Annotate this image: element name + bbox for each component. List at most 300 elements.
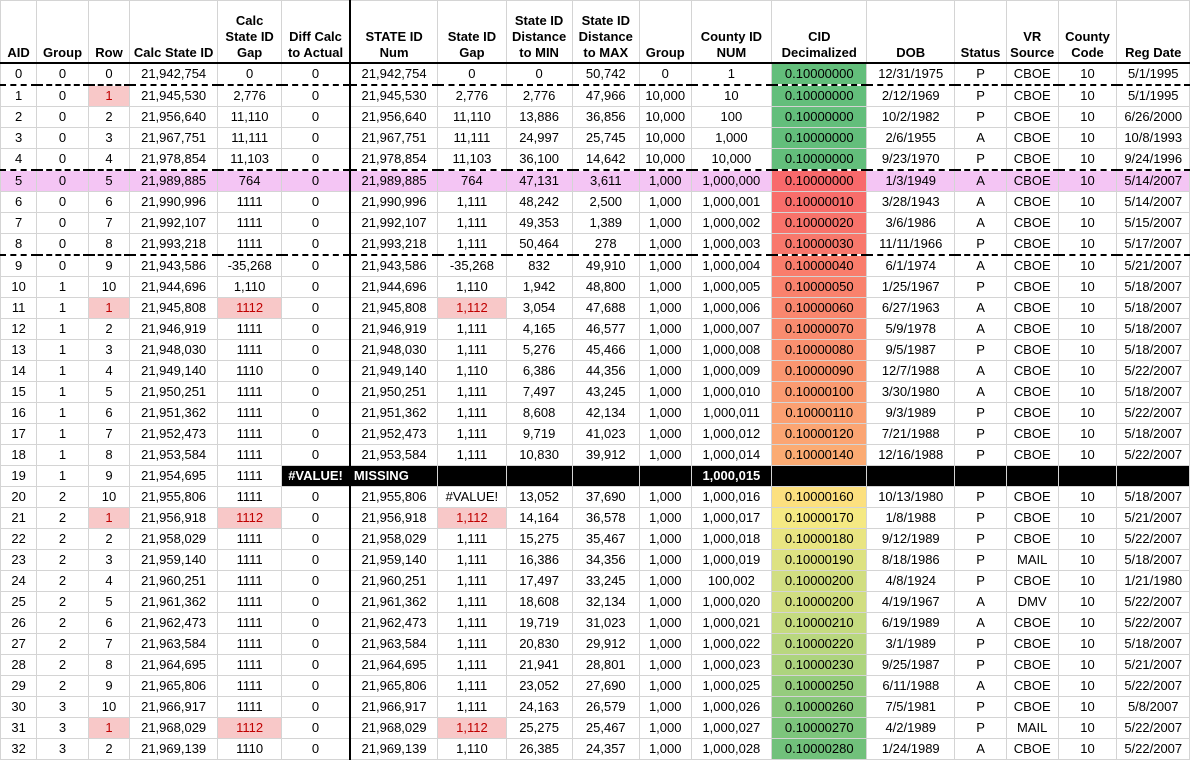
cell-calc-state-id-gap[interactable]: 1111 — [218, 592, 282, 613]
cell-county-code[interactable]: 10 — [1058, 85, 1117, 107]
cell-state-id-gap[interactable]: 1,112 — [438, 718, 506, 739]
cell-state-id-distance-to-min[interactable]: 21,941 — [506, 655, 572, 676]
cell-county-code[interactable]: 10 — [1058, 550, 1117, 571]
cell-state-id-num[interactable]: 21,955,806 — [350, 487, 438, 508]
cell-group2[interactable]: 1,000 — [639, 403, 691, 424]
cell-group[interactable]: 1 — [37, 361, 89, 382]
cell-group[interactable]: 0 — [37, 128, 89, 149]
cell-calc-state-id-gap[interactable]: 0 — [218, 63, 282, 85]
cell-calc-state-id[interactable]: 21,943,586 — [130, 255, 218, 277]
cell-county-code[interactable]: 10 — [1058, 634, 1117, 655]
cell-calc-state-id[interactable]: 21,953,584 — [130, 445, 218, 466]
cell-reg-date[interactable]: 5/15/2007 — [1117, 213, 1190, 234]
cell-aid[interactable]: 30 — [1, 697, 37, 718]
cell-aid[interactable]: 28 — [1, 655, 37, 676]
cell-reg-date[interactable]: 5/18/2007 — [1117, 277, 1190, 298]
cell-status[interactable] — [955, 466, 1007, 487]
cell-cid-decimalized[interactable]: 0.10000270 — [772, 718, 867, 739]
cell-diff-calc-to-actual[interactable]: 0 — [282, 697, 350, 718]
cell-calc-state-id[interactable]: 21,949,140 — [130, 361, 218, 382]
cell-group[interactable]: 0 — [37, 85, 89, 107]
cell-aid[interactable]: 26 — [1, 613, 37, 634]
cell-state-id-distance-to-max[interactable]: 49,910 — [572, 255, 639, 277]
cell-dob[interactable]: 6/1/1974 — [867, 255, 955, 277]
cell-state-id-num[interactable]: 21,946,919 — [350, 319, 438, 340]
cell-group2[interactable]: 1,000 — [639, 319, 691, 340]
cell-county-id-num[interactable]: 1,000,014 — [691, 445, 772, 466]
cell-cid-decimalized[interactable]: 0.10000230 — [772, 655, 867, 676]
cell-aid[interactable]: 9 — [1, 255, 37, 277]
cell-state-id-distance-to-max[interactable]: 46,577 — [572, 319, 639, 340]
cell-status[interactable]: P — [955, 107, 1007, 128]
cell-row[interactable]: 5 — [88, 170, 129, 192]
cell-vr-source[interactable]: CBOE — [1006, 508, 1058, 529]
cell-state-id-gap[interactable]: 1,110 — [438, 361, 506, 382]
cell-county-code[interactable]: 10 — [1058, 107, 1117, 128]
cell-group2[interactable]: 1,000 — [639, 718, 691, 739]
cell-row[interactable]: 3 — [88, 128, 129, 149]
cell-county-id-num[interactable]: 1,000,000 — [691, 170, 772, 192]
cell-vr-source[interactable]: CBOE — [1006, 107, 1058, 128]
cell-calc-state-id-gap[interactable]: 1111 — [218, 697, 282, 718]
cell-state-id-distance-to-max[interactable]: 32,134 — [572, 592, 639, 613]
cell-calc-state-id-gap[interactable]: 1111 — [218, 529, 282, 550]
cell-reg-date[interactable]: 5/18/2007 — [1117, 634, 1190, 655]
cell-state-id-num[interactable]: 21,959,140 — [350, 550, 438, 571]
cell-state-id-gap[interactable]: 1,111 — [438, 192, 506, 213]
cell-status[interactable]: A — [955, 592, 1007, 613]
cell-dob[interactable]: 6/19/1989 — [867, 613, 955, 634]
cell-group2[interactable]: 10,000 — [639, 128, 691, 149]
cell-state-id-gap[interactable]: 1,112 — [438, 508, 506, 529]
cell-aid[interactable]: 20 — [1, 487, 37, 508]
cell-aid[interactable]: 0 — [1, 63, 37, 85]
cell-reg-date[interactable]: 5/17/2007 — [1117, 234, 1190, 256]
cell-row[interactable]: 3 — [88, 340, 129, 361]
cell-group2[interactable]: 1,000 — [639, 382, 691, 403]
cell-state-id-distance-to-max[interactable]: 41,023 — [572, 424, 639, 445]
cell-state-id-gap[interactable]: 1,111 — [438, 571, 506, 592]
cell-aid[interactable]: 23 — [1, 550, 37, 571]
cell-reg-date[interactable]: 5/22/2007 — [1117, 445, 1190, 466]
cell-status[interactable]: A — [955, 170, 1007, 192]
cell-county-id-num[interactable]: 100 — [691, 107, 772, 128]
cell-cid-decimalized[interactable]: 0.10000000 — [772, 63, 867, 85]
cell-cid-decimalized[interactable]: 0.10000140 — [772, 445, 867, 466]
cell-status[interactable]: A — [955, 613, 1007, 634]
cell-state-id-distance-to-max[interactable]: 33,245 — [572, 571, 639, 592]
cell-calc-state-id[interactable]: 21,952,473 — [130, 424, 218, 445]
cell-state-id-distance-to-min[interactable]: 10,830 — [506, 445, 572, 466]
cell-vr-source[interactable]: CBOE — [1006, 445, 1058, 466]
cell-row[interactable]: 4 — [88, 149, 129, 171]
cell-state-id-distance-to-min[interactable]: 16,386 — [506, 550, 572, 571]
cell-state-id-distance-to-max[interactable]: 25,467 — [572, 718, 639, 739]
cell-calc-state-id-gap[interactable]: 764 — [218, 170, 282, 192]
cell-status[interactable]: P — [955, 550, 1007, 571]
cell-group[interactable]: 3 — [37, 718, 89, 739]
cell-county-id-num[interactable]: 1,000,019 — [691, 550, 772, 571]
cell-state-id-distance-to-min[interactable]: 17,497 — [506, 571, 572, 592]
cell-diff-calc-to-actual[interactable]: 0 — [282, 340, 350, 361]
cell-state-id-gap[interactable]: 1,111 — [438, 529, 506, 550]
cell-state-id-gap[interactable]: 1,111 — [438, 445, 506, 466]
cell-group2[interactable]: 1,000 — [639, 529, 691, 550]
cell-calc-state-id-gap[interactable]: 1111 — [218, 234, 282, 256]
cell-aid[interactable]: 12 — [1, 319, 37, 340]
cell-group[interactable]: 1 — [37, 466, 89, 487]
cell-county-code[interactable]: 10 — [1058, 361, 1117, 382]
cell-calc-state-id[interactable]: 21,962,473 — [130, 613, 218, 634]
cell-status[interactable]: P — [955, 403, 1007, 424]
cell-group2[interactable]: 10,000 — [639, 107, 691, 128]
cell-dob[interactable]: 9/23/1970 — [867, 149, 955, 171]
cell-aid[interactable]: 29 — [1, 676, 37, 697]
cell-diff-calc-to-actual[interactable]: 0 — [282, 382, 350, 403]
cell-reg-date[interactable]: 5/18/2007 — [1117, 424, 1190, 445]
cell-vr-source[interactable]: CBOE — [1006, 655, 1058, 676]
cell-state-id-num[interactable]: 21,966,917 — [350, 697, 438, 718]
cell-state-id-distance-to-max[interactable]: 47,966 — [572, 85, 639, 107]
cell-calc-state-id[interactable]: 21,946,919 — [130, 319, 218, 340]
cell-calc-state-id[interactable]: 21,958,029 — [130, 529, 218, 550]
cell-aid[interactable]: 4 — [1, 149, 37, 171]
cell-aid[interactable]: 22 — [1, 529, 37, 550]
cell-diff-calc-to-actual[interactable]: 0 — [282, 634, 350, 655]
cell-state-id-gap[interactable]: -35,268 — [438, 255, 506, 277]
cell-diff-calc-to-actual[interactable]: 0 — [282, 676, 350, 697]
cell-state-id-distance-to-min[interactable]: 8,608 — [506, 403, 572, 424]
cell-county-code[interactable]: 10 — [1058, 277, 1117, 298]
cell-group2[interactable]: 10,000 — [639, 149, 691, 171]
cell-state-id-distance-to-max[interactable]: 37,690 — [572, 487, 639, 508]
header-aid[interactable]: AID — [1, 1, 37, 64]
cell-state-id-distance-to-max[interactable]: 48,800 — [572, 277, 639, 298]
cell-county-id-num[interactable]: 1,000,015 — [691, 466, 772, 487]
cell-calc-state-id-gap[interactable]: -35,268 — [218, 255, 282, 277]
cell-status[interactable]: P — [955, 487, 1007, 508]
cell-reg-date[interactable]: 9/24/1996 — [1117, 149, 1190, 171]
cell-diff-calc-to-actual[interactable]: 0 — [282, 107, 350, 128]
cell-county-id-num[interactable]: 100,002 — [691, 571, 772, 592]
cell-state-id-gap[interactable]: 1,111 — [438, 592, 506, 613]
cell-county-id-num[interactable]: 1,000,018 — [691, 529, 772, 550]
cell-state-id-distance-to-max[interactable]: 24,357 — [572, 739, 639, 760]
cell-county-id-num[interactable]: 1,000,008 — [691, 340, 772, 361]
cell-group2[interactable]: 10,000 — [639, 85, 691, 107]
cell-reg-date[interactable]: 5/22/2007 — [1117, 613, 1190, 634]
cell-state-id-distance-to-min[interactable]: 14,164 — [506, 508, 572, 529]
cell-reg-date[interactable]: 5/22/2007 — [1117, 529, 1190, 550]
cell-state-id-num[interactable]: 21,952,473 — [350, 424, 438, 445]
cell-state-id-gap[interactable]: #VALUE! — [438, 487, 506, 508]
cell-state-id-gap[interactable]: 1,110 — [438, 739, 506, 760]
cell-cid-decimalized[interactable]: 0.10000260 — [772, 697, 867, 718]
cell-dob[interactable]: 10/13/1980 — [867, 487, 955, 508]
cell-county-code[interactable]: 10 — [1058, 739, 1117, 760]
cell-status[interactable]: P — [955, 445, 1007, 466]
cell-reg-date[interactable]: 5/18/2007 — [1117, 487, 1190, 508]
cell-county-id-num[interactable]: 1,000,021 — [691, 613, 772, 634]
cell-calc-state-id-gap[interactable]: 1111 — [218, 487, 282, 508]
cell-row[interactable]: 1 — [88, 298, 129, 319]
cell-cid-decimalized[interactable]: 0.10000170 — [772, 508, 867, 529]
header-dob[interactable]: DOB — [867, 1, 955, 64]
cell-calc-state-id-gap[interactable]: 1111 — [218, 634, 282, 655]
cell-row[interactable]: 4 — [88, 571, 129, 592]
cell-calc-state-id-gap[interactable]: 1111 — [218, 403, 282, 424]
cell-status[interactable]: P — [955, 697, 1007, 718]
cell-row[interactable]: 5 — [88, 382, 129, 403]
cell-state-id-distance-to-min[interactable]: 13,052 — [506, 487, 572, 508]
cell-dob[interactable]: 9/25/1987 — [867, 655, 955, 676]
header-diff-calc-to-actual[interactable]: Diff Calc to Actual — [282, 1, 350, 64]
cell-state-id-distance-to-max[interactable]: 2,500 — [572, 192, 639, 213]
cell-state-id-distance-to-max[interactable]: 47,688 — [572, 298, 639, 319]
cell-group[interactable]: 0 — [37, 234, 89, 256]
cell-reg-date[interactable]: 6/26/2000 — [1117, 107, 1190, 128]
cell-county-code[interactable]: 10 — [1058, 319, 1117, 340]
cell-state-id-gap[interactable]: 1,111 — [438, 319, 506, 340]
cell-state-id-distance-to-min[interactable]: 832 — [506, 255, 572, 277]
cell-group[interactable]: 1 — [37, 382, 89, 403]
cell-state-id-gap[interactable]: 11,111 — [438, 128, 506, 149]
cell-row[interactable]: 10 — [88, 697, 129, 718]
cell-vr-source[interactable]: CBOE — [1006, 739, 1058, 760]
cell-status[interactable]: A — [955, 298, 1007, 319]
cell-state-id-num[interactable]: 21,942,754 — [350, 63, 438, 85]
cell-diff-calc-to-actual[interactable]: 0 — [282, 234, 350, 256]
cell-cid-decimalized[interactable]: 0.10000010 — [772, 192, 867, 213]
cell-county-id-num[interactable]: 1,000,012 — [691, 424, 772, 445]
cell-vr-source[interactable]: CBOE — [1006, 149, 1058, 171]
cell-calc-state-id-gap[interactable]: 1111 — [218, 319, 282, 340]
cell-dob[interactable]: 3/28/1943 — [867, 192, 955, 213]
cell-row[interactable]: 2 — [88, 529, 129, 550]
cell-dob[interactable]: 4/2/1989 — [867, 718, 955, 739]
cell-state-id-num[interactable]: 21,958,029 — [350, 529, 438, 550]
cell-group2[interactable]: 1,000 — [639, 550, 691, 571]
cell-dob[interactable]: 9/12/1989 — [867, 529, 955, 550]
cell-row[interactable]: 10 — [88, 277, 129, 298]
cell-state-id-num[interactable]: 21,965,806 — [350, 676, 438, 697]
cell-state-id-num[interactable]: 21,978,854 — [350, 149, 438, 171]
cell-county-code[interactable]: 10 — [1058, 340, 1117, 361]
cell-reg-date[interactable]: 5/21/2007 — [1117, 508, 1190, 529]
cell-dob[interactable]: 1/25/1967 — [867, 277, 955, 298]
cell-diff-calc-to-actual[interactable]: 0 — [282, 529, 350, 550]
cell-diff-calc-to-actual[interactable]: 0 — [282, 277, 350, 298]
header-state-id-distance-to-max[interactable]: State ID Distance to MAX — [572, 1, 639, 64]
cell-row[interactable]: 6 — [88, 192, 129, 213]
cell-state-id-gap[interactable]: 1,111 — [438, 676, 506, 697]
cell-group2[interactable]: 1,000 — [639, 192, 691, 213]
cell-status[interactable]: P — [955, 571, 1007, 592]
cell-vr-source[interactable] — [1006, 466, 1058, 487]
cell-aid[interactable]: 10 — [1, 277, 37, 298]
header-group[interactable]: Group — [37, 1, 89, 64]
cell-aid[interactable]: 11 — [1, 298, 37, 319]
cell-calc-state-id[interactable]: 21,956,640 — [130, 107, 218, 128]
cell-state-id-gap[interactable]: 1,111 — [438, 382, 506, 403]
cell-group[interactable]: 0 — [37, 213, 89, 234]
cell-state-id-gap[interactable]: 1,111 — [438, 424, 506, 445]
cell-state-id-gap[interactable]: 1,111 — [438, 655, 506, 676]
cell-calc-state-id[interactable]: 21,948,030 — [130, 340, 218, 361]
cell-state-id-distance-to-min[interactable]: 26,385 — [506, 739, 572, 760]
cell-row[interactable]: 6 — [88, 403, 129, 424]
cell-group2[interactable]: 1,000 — [639, 445, 691, 466]
cell-reg-date[interactable]: 5/22/2007 — [1117, 403, 1190, 424]
cell-row[interactable]: 8 — [88, 234, 129, 256]
cell-row[interactable]: 2 — [88, 319, 129, 340]
cell-status[interactable]: P — [955, 340, 1007, 361]
header-calc-state-id[interactable]: Calc State ID — [130, 1, 218, 64]
cell-calc-state-id[interactable]: 21,945,808 — [130, 298, 218, 319]
cell-vr-source[interactable]: CBOE — [1006, 676, 1058, 697]
cell-group[interactable]: 1 — [37, 298, 89, 319]
cell-group[interactable]: 2 — [37, 676, 89, 697]
cell-status[interactable]: P — [955, 529, 1007, 550]
cell-status[interactable]: A — [955, 192, 1007, 213]
cell-aid[interactable]: 24 — [1, 571, 37, 592]
cell-calc-state-id[interactable]: 21,959,140 — [130, 550, 218, 571]
cell-state-id-gap[interactable]: 1,112 — [438, 298, 506, 319]
cell-cid-decimalized[interactable]: 0.10000100 — [772, 382, 867, 403]
cell-cid-decimalized[interactable]: 0.10000000 — [772, 85, 867, 107]
cell-state-id-distance-to-max[interactable]: 28,801 — [572, 655, 639, 676]
cell-group[interactable]: 2 — [37, 529, 89, 550]
cell-state-id-num[interactable]: 21,945,808 — [350, 298, 438, 319]
cell-reg-date[interactable]: 5/1/1995 — [1117, 85, 1190, 107]
cell-state-id-num[interactable]: 21,949,140 — [350, 361, 438, 382]
cell-calc-state-id-gap[interactable]: 1112 — [218, 298, 282, 319]
cell-reg-date[interactable]: 5/18/2007 — [1117, 298, 1190, 319]
cell-cid-decimalized[interactable]: 0.10000180 — [772, 529, 867, 550]
cell-state-id-num[interactable]: 21,945,530 — [350, 85, 438, 107]
cell-state-id-distance-to-min[interactable]: 36,100 — [506, 149, 572, 171]
cell-group2[interactable]: 1,000 — [639, 424, 691, 445]
cell-calc-state-id-gap[interactable]: 1110 — [218, 361, 282, 382]
cell-calc-state-id[interactable]: 21,961,362 — [130, 592, 218, 613]
cell-vr-source[interactable]: CBOE — [1006, 85, 1058, 107]
cell-group[interactable]: 1 — [37, 340, 89, 361]
cell-status[interactable]: P — [955, 85, 1007, 107]
cell-group[interactable]: 0 — [37, 192, 89, 213]
cell-vr-source[interactable]: CBOE — [1006, 234, 1058, 256]
cell-vr-source[interactable]: CBOE — [1006, 255, 1058, 277]
cell-county-code[interactable]: 10 — [1058, 445, 1117, 466]
cell-status[interactable]: P — [955, 149, 1007, 171]
cell-county-code[interactable]: 10 — [1058, 529, 1117, 550]
cell-county-code[interactable]: 10 — [1058, 487, 1117, 508]
cell-status[interactable]: A — [955, 676, 1007, 697]
cell-county-code[interactable]: 10 — [1058, 255, 1117, 277]
cell-reg-date[interactable]: 5/1/1995 — [1117, 63, 1190, 85]
cell-group2[interactable]: 1,000 — [639, 571, 691, 592]
cell-row[interactable]: 7 — [88, 424, 129, 445]
cell-state-id-num[interactable]: 21,967,751 — [350, 128, 438, 149]
cell-diff-calc-to-actual[interactable]: 0 — [282, 149, 350, 171]
cell-calc-state-id-gap[interactable]: 1112 — [218, 508, 282, 529]
cell-cid-decimalized[interactable]: 0.10000200 — [772, 592, 867, 613]
cell-state-id-distance-to-min[interactable]: 49,353 — [506, 213, 572, 234]
cell-cid-decimalized[interactable]: 0.10000040 — [772, 255, 867, 277]
cell-state-id-distance-to-min[interactable]: 6,386 — [506, 361, 572, 382]
cell-status[interactable]: A — [955, 361, 1007, 382]
cell-row[interactable]: 7 — [88, 634, 129, 655]
cell-county-id-num[interactable]: 1,000,027 — [691, 718, 772, 739]
cell-county-code[interactable]: 10 — [1058, 697, 1117, 718]
cell-vr-source[interactable]: CBOE — [1006, 170, 1058, 192]
cell-calc-state-id-gap[interactable]: 1111 — [218, 382, 282, 403]
cell-group2[interactable]: 0 — [639, 63, 691, 85]
cell-state-id-distance-to-max[interactable]: 43,245 — [572, 382, 639, 403]
cell-county-code[interactable]: 10 — [1058, 149, 1117, 171]
header-group2[interactable]: Group — [639, 1, 691, 64]
cell-group[interactable]: 1 — [37, 403, 89, 424]
cell-state-id-distance-to-max[interactable]: 26,579 — [572, 697, 639, 718]
cell-state-id-distance-to-min[interactable]: 50,464 — [506, 234, 572, 256]
cell-calc-state-id-gap[interactable]: 1111 — [218, 550, 282, 571]
cell-calc-state-id[interactable]: 21,990,996 — [130, 192, 218, 213]
cell-diff-calc-to-actual[interactable]: 0 — [282, 255, 350, 277]
cell-county-id-num[interactable]: 1,000,002 — [691, 213, 772, 234]
cell-state-id-num[interactable]: 21,992,107 — [350, 213, 438, 234]
cell-calc-state-id[interactable]: 21,951,362 — [130, 403, 218, 424]
cell-aid[interactable]: 31 — [1, 718, 37, 739]
cell-calc-state-id-gap[interactable]: 1111 — [218, 213, 282, 234]
cell-reg-date[interactable]: 5/22/2007 — [1117, 592, 1190, 613]
header-cid-decimalized[interactable]: CID Decimalized — [772, 1, 867, 64]
cell-vr-source[interactable]: CBOE — [1006, 361, 1058, 382]
cell-group[interactable]: 2 — [37, 487, 89, 508]
cell-group2[interactable]: 1,000 — [639, 340, 691, 361]
cell-state-id-distance-to-min[interactable]: 24,997 — [506, 128, 572, 149]
cell-vr-source[interactable]: CBOE — [1006, 424, 1058, 445]
cell-cid-decimalized[interactable]: 0.10000110 — [772, 403, 867, 424]
cell-group[interactable]: 0 — [37, 63, 89, 85]
cell-vr-source[interactable]: CBOE — [1006, 319, 1058, 340]
cell-group[interactable]: 0 — [37, 149, 89, 171]
cell-dob[interactable]: 9/3/1989 — [867, 403, 955, 424]
cell-group2[interactable]: 1,000 — [639, 170, 691, 192]
cell-state-id-num[interactable]: 21,948,030 — [350, 340, 438, 361]
cell-dob[interactable]: 7/21/1988 — [867, 424, 955, 445]
cell-dob[interactable]: 8/18/1986 — [867, 550, 955, 571]
cell-dob[interactable]: 4/19/1967 — [867, 592, 955, 613]
cell-dob[interactable]: 1/8/1988 — [867, 508, 955, 529]
cell-diff-calc-to-actual[interactable]: #VALUE! — [282, 466, 350, 487]
cell-dob[interactable]: 12/7/1988 — [867, 361, 955, 382]
cell-vr-source[interactable]: CBOE — [1006, 487, 1058, 508]
cell-state-id-num[interactable]: MISSING — [350, 466, 438, 487]
cell-state-id-distance-to-max[interactable]: 44,356 — [572, 361, 639, 382]
cell-aid[interactable]: 8 — [1, 234, 37, 256]
cell-status[interactable]: P — [955, 655, 1007, 676]
cell-state-id-distance-to-min[interactable]: 23,052 — [506, 676, 572, 697]
cell-state-id-num[interactable]: 21,990,996 — [350, 192, 438, 213]
cell-state-id-gap[interactable] — [438, 466, 506, 487]
cell-status[interactable]: P — [955, 508, 1007, 529]
cell-row[interactable]: 8 — [88, 655, 129, 676]
cell-county-id-num[interactable]: 1,000,005 — [691, 277, 772, 298]
cell-cid-decimalized[interactable]: 0.10000220 — [772, 634, 867, 655]
cell-calc-state-id-gap[interactable]: 2,776 — [218, 85, 282, 107]
cell-calc-state-id-gap[interactable]: 1111 — [218, 466, 282, 487]
cell-state-id-num[interactable]: 21,960,251 — [350, 571, 438, 592]
cell-vr-source[interactable]: DMV — [1006, 592, 1058, 613]
